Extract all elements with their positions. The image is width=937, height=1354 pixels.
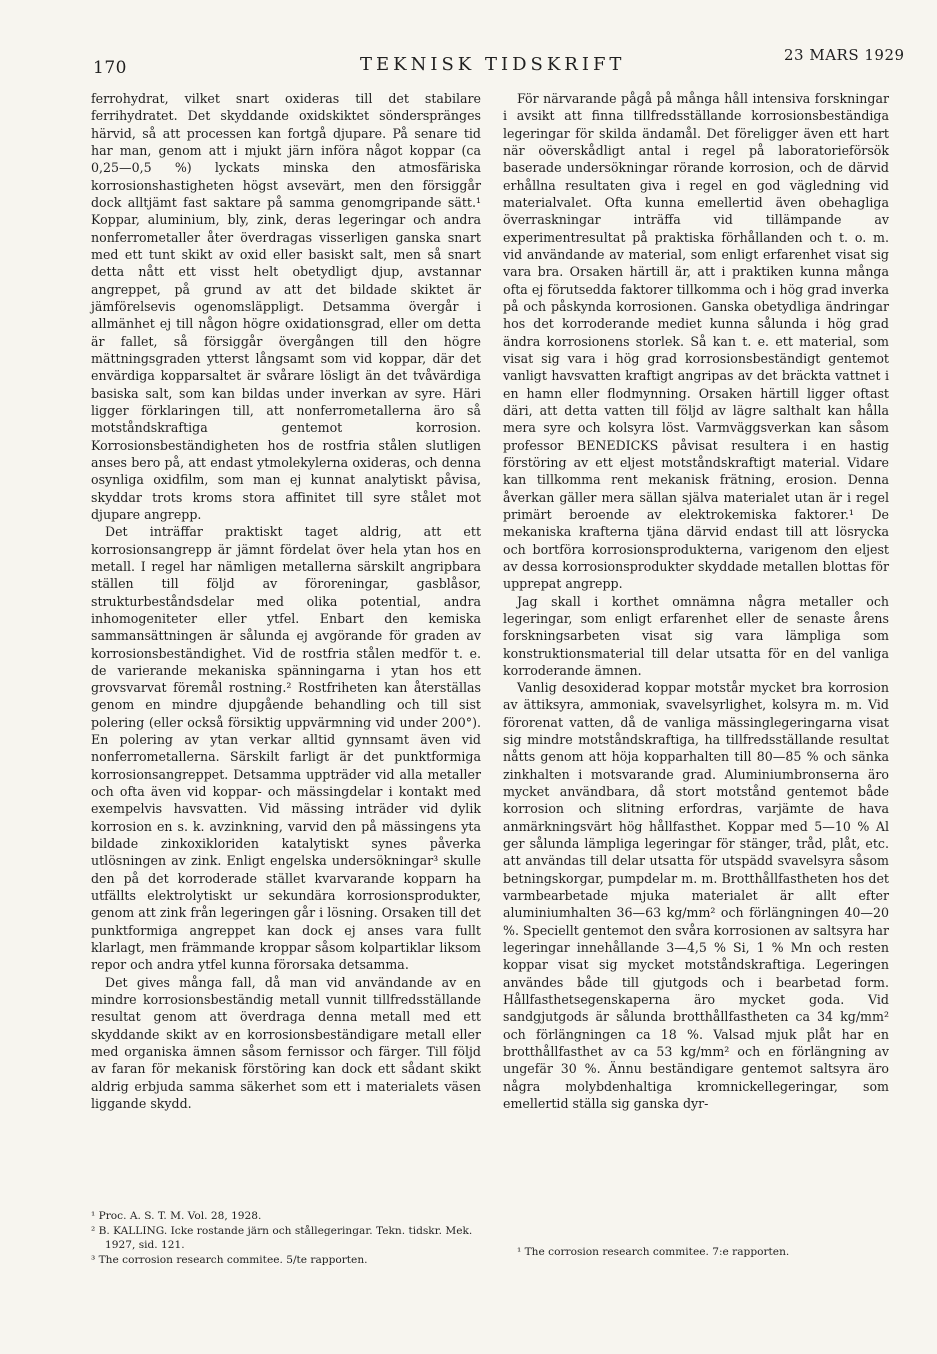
paragraph: Det gives många fall, då man vid användande av en mindre korrosionsbeständig metall vunnit tillfredsställande resultat genom att överdraga denna metall med ett skyddande skikt av en korrosionsbeständigare metall eller med organiska ämnen såsom fernissor och färger. Till följd av faran för mekanisk förstöring kan dock ett sådant skikt aldrig erbjuda samma säkerhet som ett i materialets väsen liggande skydd.	[91, 974, 481, 1112]
page-number: 170	[93, 58, 127, 78]
left-footnotes	[91, 1209, 481, 1267]
right-column	[503, 90, 889, 1112]
paragraph: ferrohydrat, vilket snart oxideras till det stabilare ferrihydratet. Det skyddande oxidskiktet sönderspränges härvid, så att processen kan fortgå djupare. På senare tid har man, genom att i mjukt järn införa något koppar (ca 0,25—0,5 %) lyckats minska den atmosfäriska korrosionshastigheten högst avsevärt, men den försiggår dock alltjämt fast saktare på samma genomgripande sätt.¹ Koppar, aluminium, bly, zink, deras legeringar och andra nonferrometaller åter överdragas visserligen ganska snart med ett tunt skikt av oxid eller basiskt salt, men så snart detta nått ett visst helt obetydligt djup, avstannar angreppet, på grund av att det bildade skiktet är jämförelsevis ogenomsläppligt. Detsamma övergår i allmänhet ej till någon högre oxidationsgrad, eller om detta är fallet, så försiggår övergången till den högre mättningsgraden ytterst långsamt som vid koppar, där det envärdiga kopparsaltet är svårare lösligt än det tvåvärdiga basiska salt, som kan bildas under inverkan av syre. Häri ligger förklaringen till, att nonferrometallerna äro så motståndskraftiga gentemot korrosion. Korrosionsbeständigheten hos de rostfria stålen slutligen anses bero på, att endast ytmolekylerna oxideras, och denna osynliga oxidfilm, som man ej kunnat analytiskt påvisa, skyddar trots kroms stora affinitet till syre stålet mot djupare angrepp.	[91, 91, 481, 522]
footnote: ³ The corrosion research commitee. 5/te rapporten.	[91, 1253, 368, 1266]
paragraph: Det inträffar praktiskt taget aldrig, att ett korrosionsangrepp är jämnt fördelat över hela ytan hos en metall. I regel har nämligen metallerna särskilt angripbara ställen till följd av föroreningar, gasblåsor, strukturbeståndsdelar med olika potential, andra inhomogeniteter eller ytfel. Enbart den kemiska sammansättningen är sålunda ej avgörande för graden av korrosionsbeständighet. Vid de rostfria stålen medför t. e. de varierande mekaniska spänningarna i ytan hos ett grovsvarvat föremål rostning.² Rostfriheten kan återställas genom en mindre djupgående behandling och till sist polering (eller också försiktig uppvärmning vid under 200°). En polering av ytan verkar alltid gynnsamt även vid nonferrometallerna. Särskilt farligt är det punktformiga korrosionsangreppet. Detsamma uppträder vid alla metaller och ofta även vid koppar- och mässingdelar i kontakt med exempelvis havsvatten. Vid mässing inträder vid dylik korrosion en s. k. avzinkning, varvid den på mässingens yta bildade zinkoxikloriden katalytiskt synes påverka utlösningen av zink. Enligt engelska undersökningar³ skulle den på det korroderade stället kvarvarande kopparn ha utfällts elektrolytiskt ur sekundära korrosionsprodukter, genom att zink från legeringen går i lösning. Orsaken till det punktformiga angreppet kan dock ej anses vara fullt klarlagt, men främmande kroppar såsom kolpartiklar liksom repor och andra ytfel kunna förorsaka detsamma.	[91, 524, 481, 973]
footnote: ¹ Proc. A. S. T. M. Vol. 28, 1928.	[91, 1210, 262, 1222]
footnote: ¹ The corrosion research commitee. 7:e rapporten.	[517, 1246, 790, 1258]
paragraph: För närvarande pågå på många håll intensiva forskningar i avsikt att finna tillfredsställande korrosionsbeständiga legeringar för skilda ändamål. Det föreligger även ett hart när oöverskådligt antal i regel på laboratorieförsök baserade undersökningar rörande korrosion, och de därvid erhållna resultaten giva i regel en god vägledning vid materialvalet. Ofta kunna emellertid även obehagliga överraskningar inträffa vid tillämpande av experimentresultat på praktiska förhållanden och t. o. m. vid användande av material, som enligt erfarenhet visat sig vara bra. Orsaken härtill är, att i praktiken kunna många ofta ej förutsedda faktorer tillkomma och i hög grad inverka på och påskynda korrosionen. Ganska obetydliga ändringar hos det korroderande mediet kunna sålunda i hög grad ändra korrosionens storlek. Så kan t. e. ett material, som visat sig vara i hög grad korrosionsbeständigt gentemot vanligt havsvatten kraftigt angripas av det bräckta vattnet i en hamn eller flodmynning. Orsaken härtill ligger oftast däri, att detta vatten till följd av lägre salthalt kan hålla mera syre och kolsyra löst. Varmväggsverkan kan såsom professor BENEDICKS påvisat resultera i en hastig förstöring av ett eljest motståndskraftigt material. Vidare kan tillkomma rent mekanisk frätning, erosion. Denna åverkan gäller mera sällan själva materialet utan är i regel primärt beroende av elektrokemiska faktorer.¹ De mekaniska krafterna tjäna därvid endast till att lösrycka och bortföra korrosionsprodukterna, varigenom den eljest av dessa korrosionsprodukter skyddade metallen blottas för upprepat angrepp.	[503, 91, 889, 592]
right-footnotes	[503, 1245, 889, 1260]
journal-title: TEKNISK TIDSKRIFT	[360, 54, 626, 75]
footnote: ² B. KALLING. Icke rostande järn och stållegeringar. Tekn. tidskr. Mek. 1927, sid. 121.	[91, 1224, 473, 1251]
paragraph: Vanlig desoxiderad koppar motstår mycket bra korrosion av ättiksyra, ammoniak, svavelsyrlighet, kolsyra m. m. Vid förorenat vatten, då de vanliga mässinglegeringarna visat sig mindre motståndskraftiga, ha tillfredsställande resultat nåtts genom att höja kopparhalten till 80—85 % och sänka zinkhalten i motsvarande grad. Aluminiumbronserna äro mycket användbara, då stort motstånd gentemot både korrosion och slitning erfordras, varjämte de hava anmärkningsvärt hög hållfasthet. Koppar med 5—10 % Al ger sålunda lämpliga legeringar för stänger, tråd, plåt, etc. att användas till delar utsatta för utspädd svavelsyra såsom betningskorgar, pumpdelar m. m. Brotthållfastheten hos det varmbearbetade mjuka materialet är allt efter aluminiumhalten 36—63 kg/mm² och förlängningen 40—20 %. Speciellt gentemot den svåra korrosionen av saltsyra har legeringar innehållande 3—4,5 % Si, 1 % Mn och resten koppar visat sig mycket motståndskraftiga. Legeringen användes både till gjutgods och i bearbetad form. Hållfasthetsegenskaperna äro mycket goda. Vid sandgjutgods är sålunda brotthållfastheten ca 34 kg/mm² och förlängningen ca 18 %. Valsad mjuk plåt har en brotthållfasthet av ca 53 kg/mm² och en förlängning av ungefär 30 %. Ännu beständigare gentemot saltsyra äro några molybdenhaltiga kromnickellegeringar, som emellertid ställa sig ganska dyr-	[503, 680, 889, 1112]
paragraph: Jag skall i korthet omnämna några metaller och legeringar, som enligt erfarenhet eller de senaste årens forskningsarbeten visat sig vara lämpliga som konstruktionsmaterial till delar utsatta för en del vanliga korroderande ämnen.	[503, 593, 889, 678]
issue-date: 23 MARS 1929	[784, 46, 905, 64]
left-column	[91, 90, 481, 1112]
